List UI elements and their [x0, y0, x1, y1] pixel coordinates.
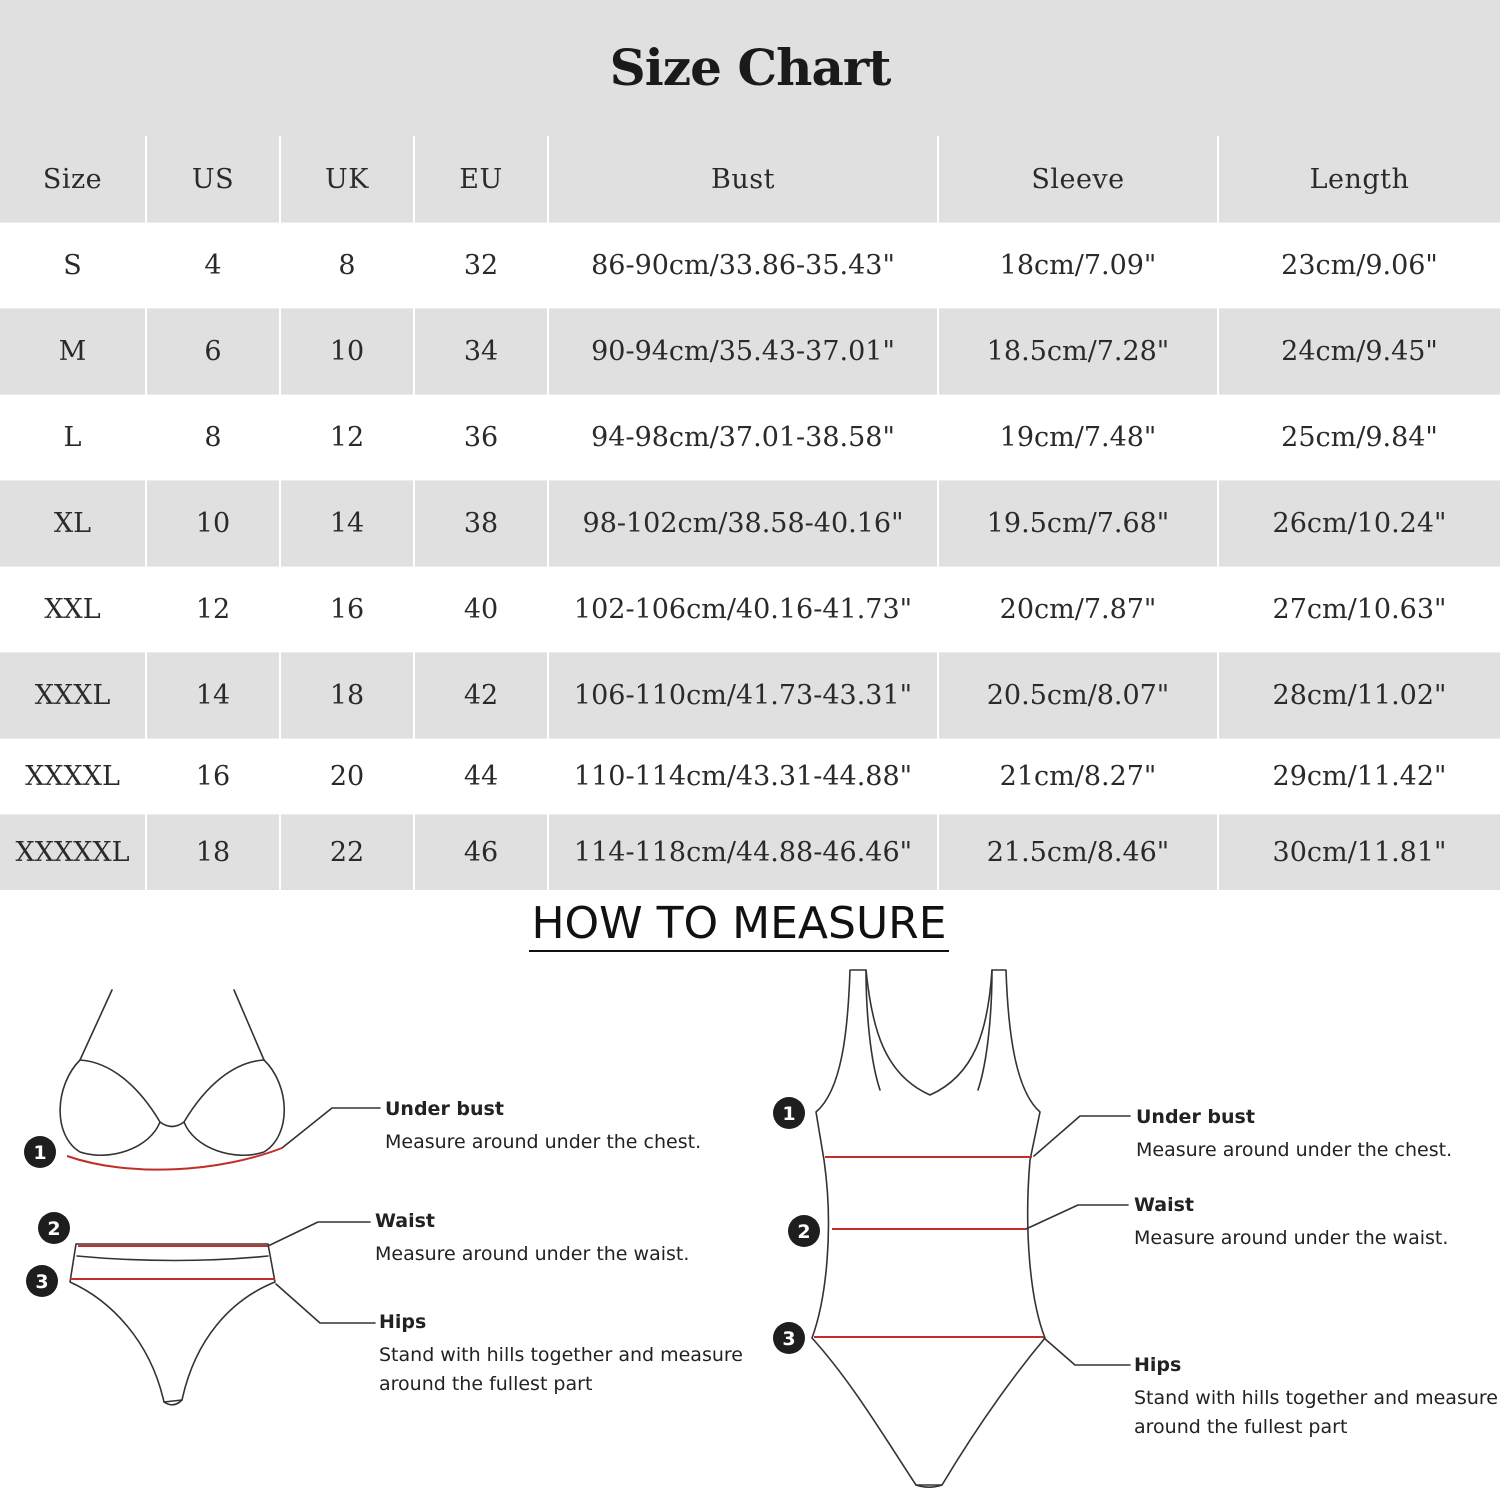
- cell-eu: 36: [414, 395, 548, 481]
- bikini-hips-leader: [276, 1284, 375, 1323]
- cell-us: 14: [146, 653, 280, 739]
- cell-us: 6: [146, 309, 280, 395]
- swimsuit-hips-label: [1134, 1354, 1498, 1442]
- cell-length: 27cm/10.63": [1218, 567, 1500, 653]
- cell-sleeve: 18cm/7.09": [938, 223, 1218, 309]
- cell-eu: 46: [414, 815, 548, 891]
- cell-uk: 12: [280, 395, 414, 481]
- header-bust: Bust: [548, 136, 938, 223]
- cell-sleeve: 21cm/8.27": [938, 739, 1218, 815]
- cell-us: 16: [146, 739, 280, 815]
- label-title: Waist: [1134, 1194, 1195, 1216]
- cell-eu: 38: [414, 481, 548, 567]
- cell-size: XXXL: [0, 653, 146, 739]
- marker-1-bikini: [24, 1136, 56, 1168]
- cell-uk: 8: [280, 223, 414, 309]
- label-title: Hips: [1134, 1354, 1182, 1376]
- svg-text:1: 1: [782, 1103, 796, 1125]
- label-description: Stand with hills together and measure: [379, 1344, 743, 1366]
- cell-length: 29cm/11.42": [1218, 739, 1500, 815]
- cell-length: 30cm/11.81": [1218, 815, 1500, 891]
- cell-size: XXL: [0, 567, 146, 653]
- cell-uk: 10: [280, 309, 414, 395]
- header-sleeve: Sleeve: [938, 136, 1218, 223]
- marker-2-bikini: [38, 1212, 70, 1244]
- svg-text:2: 2: [797, 1221, 811, 1243]
- cell-bust: 102-106cm/40.16-41.73": [548, 567, 938, 653]
- cell-bust: 110-114cm/43.31-44.88": [548, 739, 938, 815]
- bikini-waist-leader: [268, 1222, 370, 1246]
- cell-sleeve: 18.5cm/7.28": [938, 309, 1218, 395]
- cell-eu: 40: [414, 567, 548, 653]
- bikini-bottom-illustration: [70, 1244, 275, 1405]
- bikini-waist-label: [375, 1210, 689, 1269]
- bikini-hips-label: [379, 1311, 743, 1399]
- label-description: around the fullest part: [379, 1373, 593, 1395]
- header-uk: UK: [280, 136, 414, 223]
- cell-eu: 42: [414, 653, 548, 739]
- label-description: Measure around under the waist.: [375, 1243, 690, 1265]
- cell-us: 4: [146, 223, 280, 309]
- bikini-under-bust-leader: [282, 1108, 380, 1148]
- label-description: Measure around under the chest.: [1136, 1139, 1453, 1161]
- cell-length: 23cm/9.06": [1218, 223, 1500, 309]
- cell-uk: 16: [280, 567, 414, 653]
- header-eu: EU: [414, 136, 548, 223]
- marker-3-bikini: [26, 1265, 58, 1297]
- label-description: Measure around under the chest.: [385, 1131, 702, 1153]
- cell-uk: 20: [280, 739, 414, 815]
- label-title: Hips: [379, 1311, 427, 1333]
- cell-sleeve: 19cm/7.48": [938, 395, 1218, 481]
- cell-bust: 98-102cm/38.58-40.16": [548, 481, 938, 567]
- svg-text:3: 3: [782, 1328, 796, 1350]
- cell-length: 26cm/10.24": [1218, 481, 1500, 567]
- cell-sleeve: 20cm/7.87": [938, 567, 1218, 653]
- marker-2-swimsuit: [788, 1215, 820, 1247]
- cell-size: S: [0, 223, 146, 309]
- swimsuit-hips-leader: [1044, 1338, 1130, 1365]
- cell-eu: 34: [414, 309, 548, 395]
- cell-size: XXXXL: [0, 739, 146, 815]
- label-title: Waist: [375, 1210, 436, 1232]
- svg-text:2: 2: [47, 1218, 61, 1240]
- cell-bust: 86-90cm/33.86-35.43": [548, 223, 938, 309]
- bikini-top-illustration: [60, 990, 284, 1155]
- cell-length: 24cm/9.45": [1218, 309, 1500, 395]
- cell-uk: 22: [280, 815, 414, 891]
- cell-length: 25cm/9.84": [1218, 395, 1500, 481]
- header-length: Length: [1218, 136, 1500, 223]
- cell-us: 18: [146, 815, 280, 891]
- cell-size: M: [0, 309, 146, 395]
- marker-3-swimsuit: [773, 1322, 805, 1354]
- cell-us: 12: [146, 567, 280, 653]
- how-to-measure-text: HOW TO MEASURE: [529, 898, 948, 952]
- cell-us: 10: [146, 481, 280, 567]
- marker-1-swimsuit: [773, 1097, 805, 1129]
- cell-size: L: [0, 395, 146, 481]
- header-us: US: [146, 136, 280, 223]
- label-description: Stand with hills together and measure: [1134, 1387, 1498, 1409]
- svg-text:1: 1: [33, 1142, 47, 1164]
- cell-sleeve: 21.5cm/8.46": [938, 815, 1218, 891]
- cell-sleeve: 19.5cm/7.68": [938, 481, 1218, 567]
- svg-text:3: 3: [35, 1271, 49, 1293]
- cell-uk: 14: [280, 481, 414, 567]
- cell-size: XXXXXL: [0, 815, 146, 891]
- cell-length: 28cm/11.02": [1218, 653, 1500, 739]
- swimsuit-under-bust-label: [1136, 1106, 1452, 1165]
- cell-bust: 90-94cm/35.43-37.01": [548, 309, 938, 395]
- cell-uk: 18: [280, 653, 414, 739]
- cell-us: 8: [146, 395, 280, 481]
- swimsuit-under-bust-leader: [1034, 1116, 1130, 1156]
- label-title: Under bust: [385, 1098, 504, 1120]
- swimsuit-waist-label: [1134, 1194, 1448, 1253]
- cell-eu: 32: [414, 223, 548, 309]
- bikini-under-bust-label: [385, 1098, 701, 1157]
- swimsuit-waist-leader: [1026, 1205, 1128, 1229]
- page-title: Size Chart: [609, 37, 891, 97]
- label-description: Measure around under the waist.: [1134, 1227, 1449, 1249]
- cell-bust: 94-98cm/37.01-38.58": [548, 395, 938, 481]
- cell-size: XL: [0, 481, 146, 567]
- cell-bust: 114-118cm/44.88-46.46": [548, 815, 938, 891]
- cell-sleeve: 20.5cm/8.07": [938, 653, 1218, 739]
- bikini-under-bust-line: [67, 1148, 282, 1170]
- header-size: Size: [0, 136, 146, 223]
- cell-bust: 106-110cm/41.73-43.31": [548, 653, 938, 739]
- label-title: Under bust: [1136, 1106, 1255, 1128]
- cell-eu: 44: [414, 739, 548, 815]
- label-description: around the fullest part: [1134, 1416, 1348, 1438]
